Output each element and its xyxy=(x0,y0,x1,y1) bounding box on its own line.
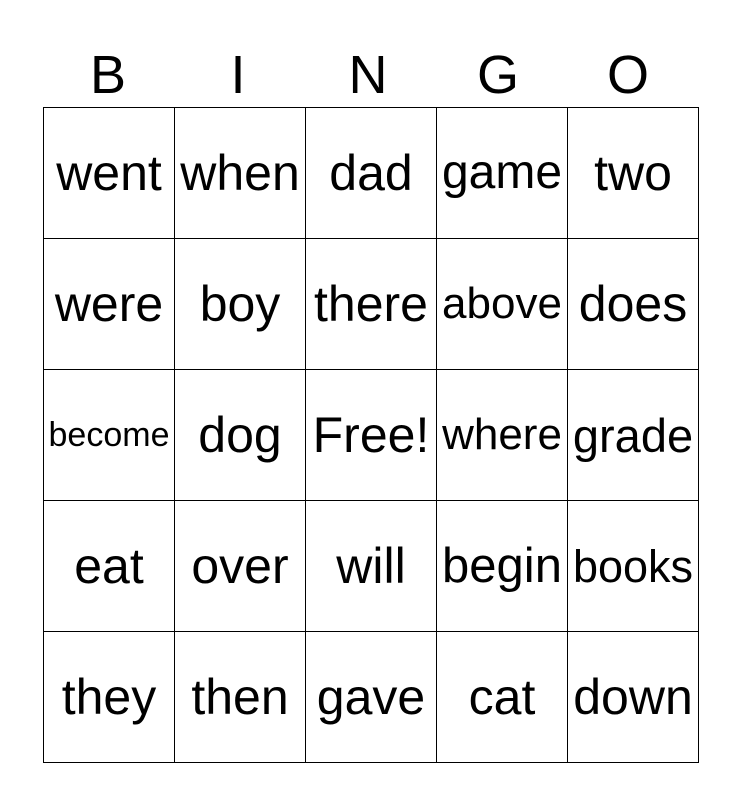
header-letter-i: I xyxy=(230,45,246,105)
bingo-cell[interactable]: dad xyxy=(306,108,437,239)
bingo-cell[interactable]: then xyxy=(175,632,306,763)
board-row xyxy=(44,239,699,370)
bingo-cell[interactable]: above xyxy=(437,239,568,370)
free-space-cell[interactable]: Free! xyxy=(306,370,437,501)
board-row xyxy=(44,108,699,239)
bingo-cell[interactable]: two xyxy=(568,108,699,239)
bingo-cell[interactable]: there xyxy=(306,239,437,370)
bingo-cell[interactable]: were xyxy=(44,239,175,370)
bingo-cell[interactable]: boy xyxy=(175,239,306,370)
board-row xyxy=(44,632,699,763)
bingo-cell[interactable]: over xyxy=(175,501,306,632)
bingo-cell[interactable]: begin xyxy=(437,501,568,632)
bingo-header xyxy=(43,42,693,108)
bingo-cell[interactable]: does xyxy=(568,239,699,370)
bingo-cell[interactable]: cat xyxy=(437,632,568,763)
bingo-cell[interactable]: become xyxy=(44,370,175,501)
bingo-cell[interactable]: gave xyxy=(306,632,437,763)
board-row xyxy=(44,370,699,501)
bingo-cell[interactable]: where xyxy=(437,370,568,501)
board-row xyxy=(44,501,699,632)
header-letter-o: O xyxy=(606,45,649,105)
bingo-cell[interactable]: grade xyxy=(568,370,699,501)
bingo-cell[interactable]: dog xyxy=(175,370,306,501)
header-letter-b: B xyxy=(89,45,127,105)
bingo-cell[interactable]: they xyxy=(44,632,175,763)
bingo-cell[interactable]: game xyxy=(437,108,568,239)
bingo-cell[interactable]: when xyxy=(175,108,306,239)
bingo-cell[interactable]: will xyxy=(306,501,437,632)
bingo-cell[interactable]: books xyxy=(568,501,699,632)
header-letter-g: G xyxy=(476,45,519,105)
bingo-board xyxy=(43,107,699,763)
bingo-cell[interactable]: went xyxy=(44,108,175,239)
bingo-cell[interactable]: eat xyxy=(44,501,175,632)
bingo-cell[interactable]: down xyxy=(568,632,699,763)
header-letter-n: N xyxy=(348,45,388,105)
